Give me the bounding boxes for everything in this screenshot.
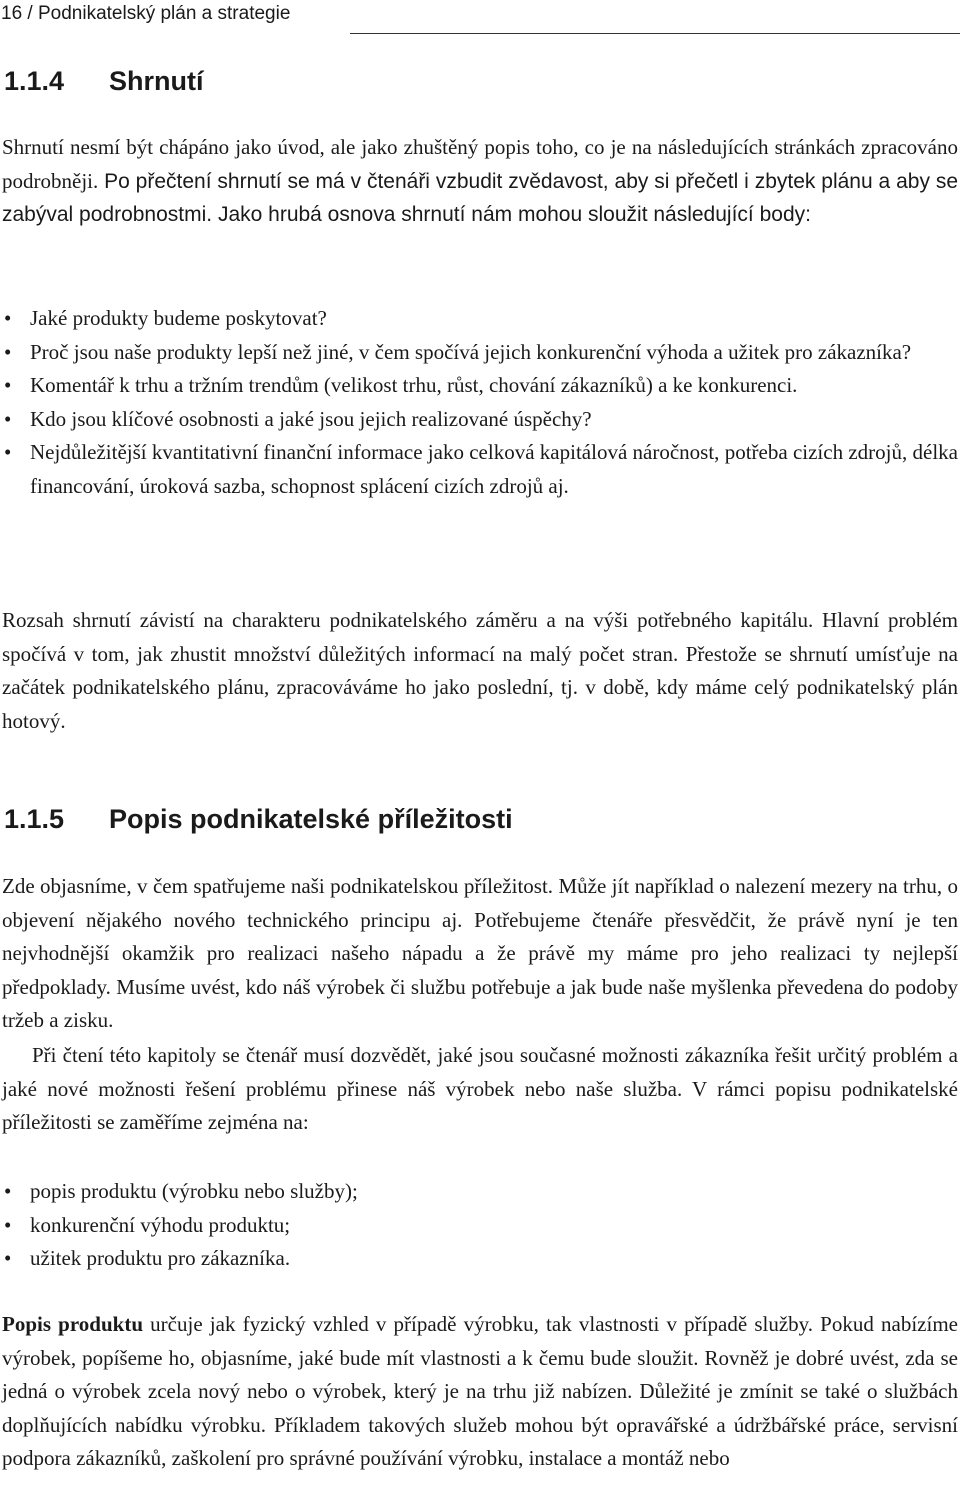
list-item: • Nejdůležitější kvantitativní finanční informace jako celková kapitálová náročnost, potřeba cizích zdrojů, délka financování, úroková sazba, schopnost splácení cizích zdrojů aj. (0, 436, 958, 503)
paragraph-prilezitost-kapitola: Při čtení této kapitoly se čtenář musí dozvědět, jaké jsou současné možnosti zákazníka řešit určitý problém a jaké nové možnosti řešení problému přinese náš výrobek nebo naše služba. V rámci popisu podnikatelské příležitosti se zaměříme zejména na: (2, 1043, 958, 1134)
section-heading-shrnuti (4, 64, 204, 98)
bullet-list-prilezitost (0, 1175, 958, 1276)
bullet-list-shrnuti (0, 302, 958, 503)
list-item: • Komentář k trhu a tržním trendům (velikost trhu, růst, chování zákazníků) a ke konkurenci. (0, 369, 958, 403)
section-heading-popis-prilezitosti (4, 802, 513, 836)
section-number: 1.1.4 (4, 66, 65, 96)
paragraph-body: určuje jak fyzický vzhled v případě výrobku, tak vlastnosti v případě služby. Pokud nabízíme výrobek, popíšeme ho, objasníme, jaké bude mít vlastnosti a k čemu bude sloužit. Rovněž je dobré uvést, zda se jedná o výrobek zcela nový nebo o výrobek, který je na trhu již nabízen. Důležité je zmínit se také o službách doplňujících nabídku výrobku. Příkladem takových služeb mohou být opravářské a údržbářské práce, servisní podpora zákazníků, zaškolení pro správné používání výrobku, instalace a montáž nebo (2, 1312, 958, 1470)
paragraph-prilezitost-intro: Zde objasníme, v čem spatřujeme naši podnikatelskou příležitost. Může jít například o nalezení mezery na trhu, o objevení nějakého nového technického principu aj. Potřebujeme čtenáře přesvědčit, že právě nyní je ten nejvhodnější okamžik pro realizaci našeho nápadu a že právě my máme pro jeho realizaci ty nejlepší předpoklady. Musíme uvést, kdo náš výrobek či službu potřebuje a jak bude naše myšlenka převedena do podoby tržeb a zisku. (2, 874, 958, 1032)
list-item: • konkurenční výhodu produktu; (0, 1209, 958, 1243)
list-item: • popis produktu (výrobku nebo služby); (0, 1175, 958, 1209)
paragraph-popis-produktu (2, 1308, 958, 1476)
section-title: Popis podnikatelské příležitosti (109, 804, 513, 834)
section-title: Shrnutí (109, 66, 204, 96)
paragraph-shrnuti-intro (2, 131, 958, 232)
running-head: 16 / Podnikatelský plán a strategie (1, 3, 291, 24)
paragraph-shrnuti-rozsah: Rozsah shrnutí závistí na charakteru podnikatelského záměru a na výši potřebného kapitálu. Hlavní problém spočívá v tom, jak zhustit množství důležitých informací na malý počet stran. Přestože se shrnutí umísťuje na začátek podnikatelského plánu, zpracováváme ho jako poslední, tj. v době, kdy máme celý podnikatelský plán hotový. (2, 608, 958, 733)
bold-term: Popis produktu (2, 1312, 144, 1336)
paragraph-part-sans: Po přečtení shrnutí se má v čtenáři vzbudit zvědavost, aby si přečetl i zbytek plánu a aby se zabýval podrobnostmi. Jako hrubá osnova shrnutí nám mohou sloužit následující body: (2, 169, 958, 226)
list-item: • Proč jsou naše produkty lepší než jiné, v čem spočívá jejich konkurenční výhoda a užitek pro zákazníka? (0, 336, 958, 370)
section-number: 1.1.5 (4, 804, 65, 834)
list-item: • užitek produktu pro zákazníka. (0, 1242, 958, 1276)
list-item: • Kdo jsou klíčové osobnosti a jaké jsou jejich realizované úspěchy? (0, 403, 958, 437)
paragraph-part-serif: Shrnutí nesmí být chápáno jako úvod, ale jako zhuštěný popis toho, co je na následujících stránkách zpracováno podrobněji. (2, 135, 958, 193)
list-item: • Jaké produkty budeme poskytovat? (0, 302, 958, 336)
header-rule (350, 33, 960, 34)
